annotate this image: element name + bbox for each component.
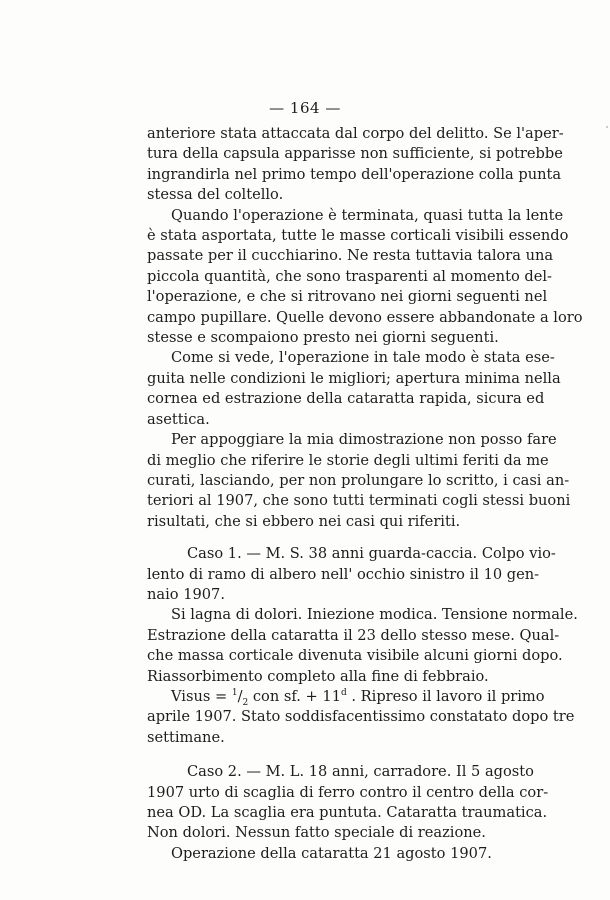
text-line: ingrandirla nel primo tempo dell'operazione colla punta: [147, 165, 562, 183]
text-line: tura della capsula apparisse non sufficiente, si potrebbe: [147, 145, 563, 163]
text-line: asettica.: [147, 410, 210, 428]
lens-prefix: con sf.: [252, 687, 301, 705]
text-line: naio 1907.: [147, 585, 225, 603]
text-line: anteriore stata attaccata dal corpo del delitto. Se l'aper-: [147, 125, 564, 142]
case-1-intro: [147, 544, 556, 605]
visus-label: Visus: [171, 687, 211, 705]
text-line: piccola quantità, che sono trasparenti al momento del-: [147, 267, 552, 285]
text-line: Caso 1. — M. S. 38 anni guarda-caccia. Colpo vio-: [187, 545, 556, 563]
text-line: che massa corticale divenuta visibile alcuni giorni dopo.: [147, 647, 563, 665]
text-line: stessa del coltello.: [147, 186, 284, 204]
text-line: Quando l'operazione è terminata, quasi tutta la lente: [171, 206, 564, 224]
text-line: Caso 2. — M. L. 18 anni, carradore. Il 5 agosto: [187, 763, 534, 781]
text-line: Estrazione della cataratta il 23 dello stesso mese. Qual-: [147, 626, 560, 644]
text-line: guita nelle condizioni le migliori; apertura minima nella: [147, 369, 561, 387]
text-line: Si lagna di dolori. Iniezione modica. Tensione normale.: [171, 606, 578, 624]
text-line: Operazione della cataratta 21 agosto 1907.: [171, 844, 492, 862]
text-line: Riassorbimento completo alla fine di febbraio.: [147, 667, 489, 685]
paragraph-demonstration: [147, 430, 571, 532]
text-line: Non dolori. Nessun fatto speciale di reazione.: [147, 824, 486, 842]
text-line: settimane.: [147, 728, 225, 746]
page-number: — 164 —: [269, 99, 341, 117]
text-line: cornea ed estrazione della cataratta rapida, sicura ed: [147, 390, 545, 408]
fraction-denominator: 2: [242, 697, 249, 708]
equals-sign: =: [214, 687, 228, 705]
text-line: nea OD. La scaglia era puntuta. Cataratta traumatica.: [147, 804, 548, 821]
text-line: campo pupillare. Quelle devono essere abbandonate a loro: [147, 308, 583, 326]
case-1-visus: [147, 687, 575, 748]
text-line: Per appoggiare la mia dimostrazione non posso fare: [171, 431, 557, 449]
text-line: aprile 1907. Stato soddisfacentissimo constatato dopo tre: [147, 708, 575, 726]
paragraph-operation-end: [147, 206, 583, 349]
text-line: 1907 urto di scaglia di ferro contro il centro della cor-: [147, 783, 549, 801]
case-2-operation: [147, 844, 531, 864]
text-line: lento di ramo di albero nell' occhio sinistro il 10 gen-: [147, 565, 540, 583]
case-1-treatment: [147, 605, 578, 687]
text-line: teriori al 1907, che sono tutti terminati cogli stessi buoni: [147, 492, 571, 510]
paragraph-conditions: [147, 348, 561, 430]
visus-line: Visus = $^1/_2$ con sf. + 11$^d$ . Ripreso il lavoro il primo: [171, 687, 545, 708]
plus-sign: +: [305, 687, 318, 705]
visus-rest: . Ripreso il lavoro il primo: [351, 687, 545, 705]
paragraph-capsule: [147, 124, 564, 206]
text-line: passate per il cucchiarino. Ne resta tuttavia talora una: [147, 247, 554, 265]
text-line: Come si vede, l'operazione in tale modo è stata ese-: [171, 349, 555, 367]
fraction-numerator: 1: [231, 688, 238, 699]
case-2-intro: [147, 762, 549, 844]
text-line: stesse e scompaiono presto nei giorni seguenti.: [147, 329, 499, 347]
text-line: curati, lasciando, per non prolungare lo scritto, i casi an-: [147, 471, 570, 489]
text-line: di meglio che riferire le storie degli ultimi feriti da me: [147, 451, 549, 469]
text-line: risultati, che si ebbero nei casi qui riferiti.: [147, 512, 461, 530]
body-text: [147, 124, 583, 864]
diopter-unit: d: [340, 688, 347, 699]
paper-speck: [606, 126, 608, 128]
text-line: è stata asportata, tutte le masse corticali visibili essendo: [147, 227, 569, 245]
diopter-value: 11: [322, 687, 341, 705]
text-line: l'operazione, e che si ritrovano nei giorni seguenti nel: [147, 288, 548, 306]
